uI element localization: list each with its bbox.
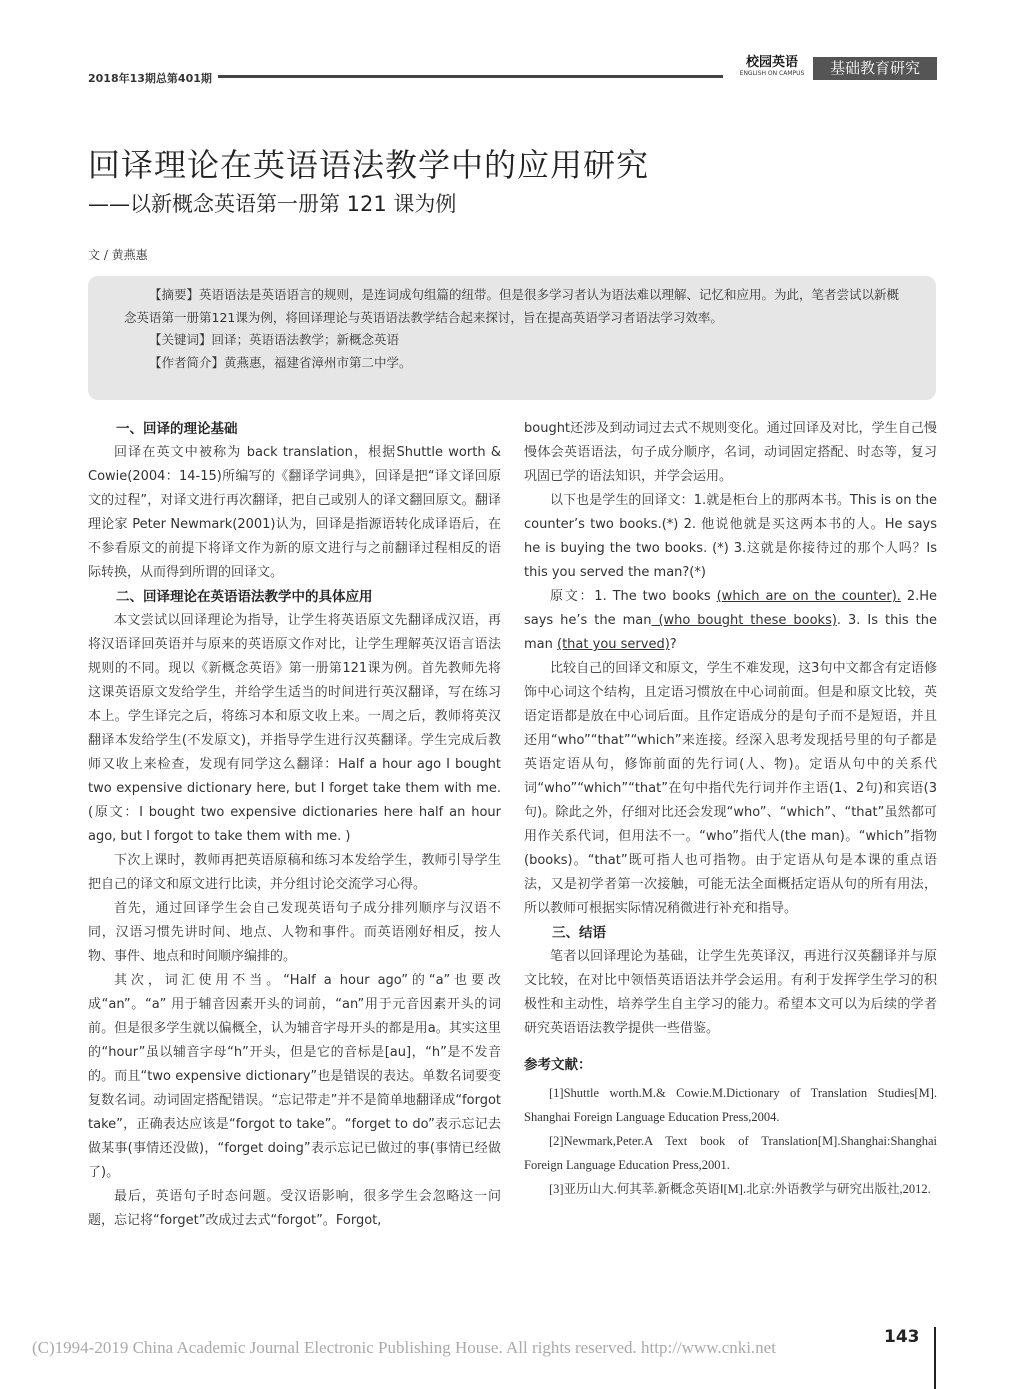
text-span: . 3. Is this the man	[524, 613, 937, 652]
paragraph: 比较自己的回译文和原文，学生不难发现，这3句中文都含有定语修饰中心词这个结构，且定语习惯放在中心词前面。但是和原文比较，英语定语都是放在中心词后面。且作定语成分的是句子而不是短语，并且还用“who”“that”“which”来连接。经深入思考发现括号里的句子都是英语定语从句，修饰前面的先行词(人、物)。定语从句中的关系代词“who”“which”“that”在句中指代先行词并作主语(1、2句)和宾语(3句)。除此之外，仔细对比还会发现“who”、“which”、“that”虽然都可用作关系代词，但用法不一。“who”指代人(the man)。“which”指物(books)。“that”既可指人也可指物。由于定语从句是本课的重点语法，又是初学者第一次接触，可能无法全面概括定语从句的所有用法，所以教师可根据实际情况稍微进行补充和指导。	[524, 661, 937, 916]
page-title: 回译理论在英语语法教学中的应用研究	[88, 146, 650, 184]
reference-item: [1]Shuttle worth.M.& Cowie.M.Dictionary of Translation Studies[M]. Shanghai Foreign Language Education Press,2004.	[524, 1086, 937, 1124]
header-rule	[218, 75, 723, 78]
underlined-clause: (who bought these books)	[651, 613, 837, 628]
paragraph: 最后，英语句子时态问题。受汉语影响，很多学生会忽略这一问题，忘记将“forget”改成过去式“forgot”。Forgot,	[88, 1189, 501, 1228]
left-column	[88, 417, 501, 1233]
keywords-text: 【关键词】回译；英语语法教学；新概念英语	[149, 332, 400, 347]
author-bio-text: 【作者简介】黄燕惠，福建省漳州市第二中学。	[149, 354, 412, 370]
section-heading-2: 二、回译理论在英语语法教学中的具体应用	[116, 589, 373, 605]
paragraph: 以下也是学生的回译文：1.就是柜台上的那两本书。This is on the counter’s two books.(*) 2. 他说他就是买这两本书的人。He says he is buying the two books. (*) 3.这就是你接待过的那个人吗？Is this you served the man?(*)	[524, 493, 937, 580]
text-span: 2.He says he’s the man	[524, 589, 937, 628]
underlined-clause: (which are on the counter).	[716, 589, 901, 604]
paragraph: bought还涉及到动词过去式不规则变化。通过回译及对比，学生自己慢慢体会英语语法，句子成分顺序，名词，动词固定搭配、时态等，复习巩固已学的语法知识，并学会运用。	[524, 421, 937, 484]
copyright-footer: (C)1994-2019 China Academic Journal Electronic Publishing House. All rights reserved. http://www.cnki.net	[32, 1338, 776, 1357]
paragraph: 首先，通过回译学生会自己发现英语句子成分排列顺序与汉语不同，汉语习惯先讲时间、地点、人物和事件。而英语刚好相反，按人物、事件、地点和时间顺序编排的。	[88, 901, 501, 964]
reference-item: [2]Newmark,Peter.A Text book of Translation[M].Shanghai:Shanghai Foreign Language Education Press,2001.	[524, 1134, 937, 1172]
references-heading: 参考文献：	[524, 1057, 592, 1073]
page-number: 143	[884, 1327, 920, 1347]
underlined-clause: (that you served)	[557, 637, 670, 652]
right-column	[524, 417, 937, 1201]
paragraph: 本文尝试以回译理论为指导，让学生将英语原文先翻译成汉语，再将汉语译回英语并与原来的英语原文作对比，让学生理解英汉语言语法规则的不同。现以《新概念英语》第一册第121课为例。首先教师先将这课英语原文发给学生，并给学生适当的时间进行英汉翻译，写在练习本上。学生译完之后，将练习本和原文收上来。一周之后，教师将英汉翻译本发给学生(不发原文)，并指导学生进行汉英翻译。学生完成后教师又收上来检查，发现有同学这么翻译：Half a hour ago I bought two expensive dictionary here, but I forget take them with me. (原文：I bought two expensive dictionaries here half an hour ago, but I forgot to take them with me. )	[88, 613, 501, 844]
abstract-box	[88, 276, 936, 400]
author-line: 文 / 黄燕惠	[88, 248, 148, 262]
brand-en: ENGLISH ON CAMPUS	[739, 70, 805, 77]
paragraph: 回译在英文中被称为 back translation，根据Shuttle worth & Cowie(2004：14-15)所编写的《翻译学词典》，回译是把“译文译回原文的过程”，对译文进行再次翻译，把自己或别人的译文翻回原文。翻译理论家 Peter Newmark(2001)认为，回译是指源语转化成译语后，在不参看原文的前提下将译文作为新的原文进行与之前翻译过程相反的语际转换，从而得到所谓的回译文。	[88, 445, 501, 580]
section-heading-3: 三、结语	[552, 925, 606, 941]
reference-item: [3]亚历山大.何其莘.新概念英语Ⅰ[M].北京:外语教学与研究出版社,2012.	[549, 1182, 931, 1196]
issue-label: 2018年13期总第401期	[88, 72, 212, 85]
section-tag: 基础教育研究	[813, 57, 937, 80]
text-span: 原文：1. The two books	[550, 589, 717, 604]
text-span: ?	[669, 637, 677, 652]
journal-logo	[736, 56, 808, 78]
page-subtitle: ——以新概念英语第一册第 121 课为例	[88, 192, 457, 216]
abstract-text: 【摘要】英语语法是英语语言的规则，是连词成句组篇的纽带。但是很多学习者认为语法难以理解、记忆和应用。为此，笔者尝试以新概念英语第一册第121课为例，将回译理论与英语语法教学结合起来探讨，旨在提高英语学习者语法学习效率。	[124, 287, 900, 325]
paragraph: 下次上课时，教师再把英语原稿和练习本发给学生，教师引导学生把自己的译文和原文进行比读，并分组讨论交流学习心得。	[88, 853, 501, 892]
brand-cn: 校园英语	[745, 55, 798, 70]
paragraph: 笔者以回译理论为基础，让学生先英译汉，再进行汉英翻译并与原文比较，在对比中领悟英语语法并学会运用。有利于发挥学生学习的积极性和主动性，培养学生自主学习的能力。希望本文可以为后续的学者研究英语语法教学提供一些借鉴。	[524, 949, 937, 1036]
section-heading-1: 一、回译的理论基础	[116, 421, 238, 437]
page-number-rule	[934, 1327, 936, 1389]
original-sentences	[524, 585, 937, 657]
paragraph: 其次，词汇使用不当。“Half a hour ago”的“a”也要改成“an”。“a” 用于辅音因素开头的词前，“an”用于元音因素开头的词前。但是很多学生就以偏概全，认为辅音字母开头的都是用a。其实这里的“hour”虽以辅音字母“h”开头，但是它的音标是[au]，“h”是不发音的。而且“two expensive dictionary”也是错误的表达。单数名词要变复数名词。动词固定搭配错误。“忘记带走”并不是简单地翻译成“forgot take”，正确表达应该是“forgot to take”。“forget to do”表示忘记去做某事(事情还没做)，“forget doing”表示忘记已做过的事(事情已经做了)。	[88, 973, 501, 1180]
